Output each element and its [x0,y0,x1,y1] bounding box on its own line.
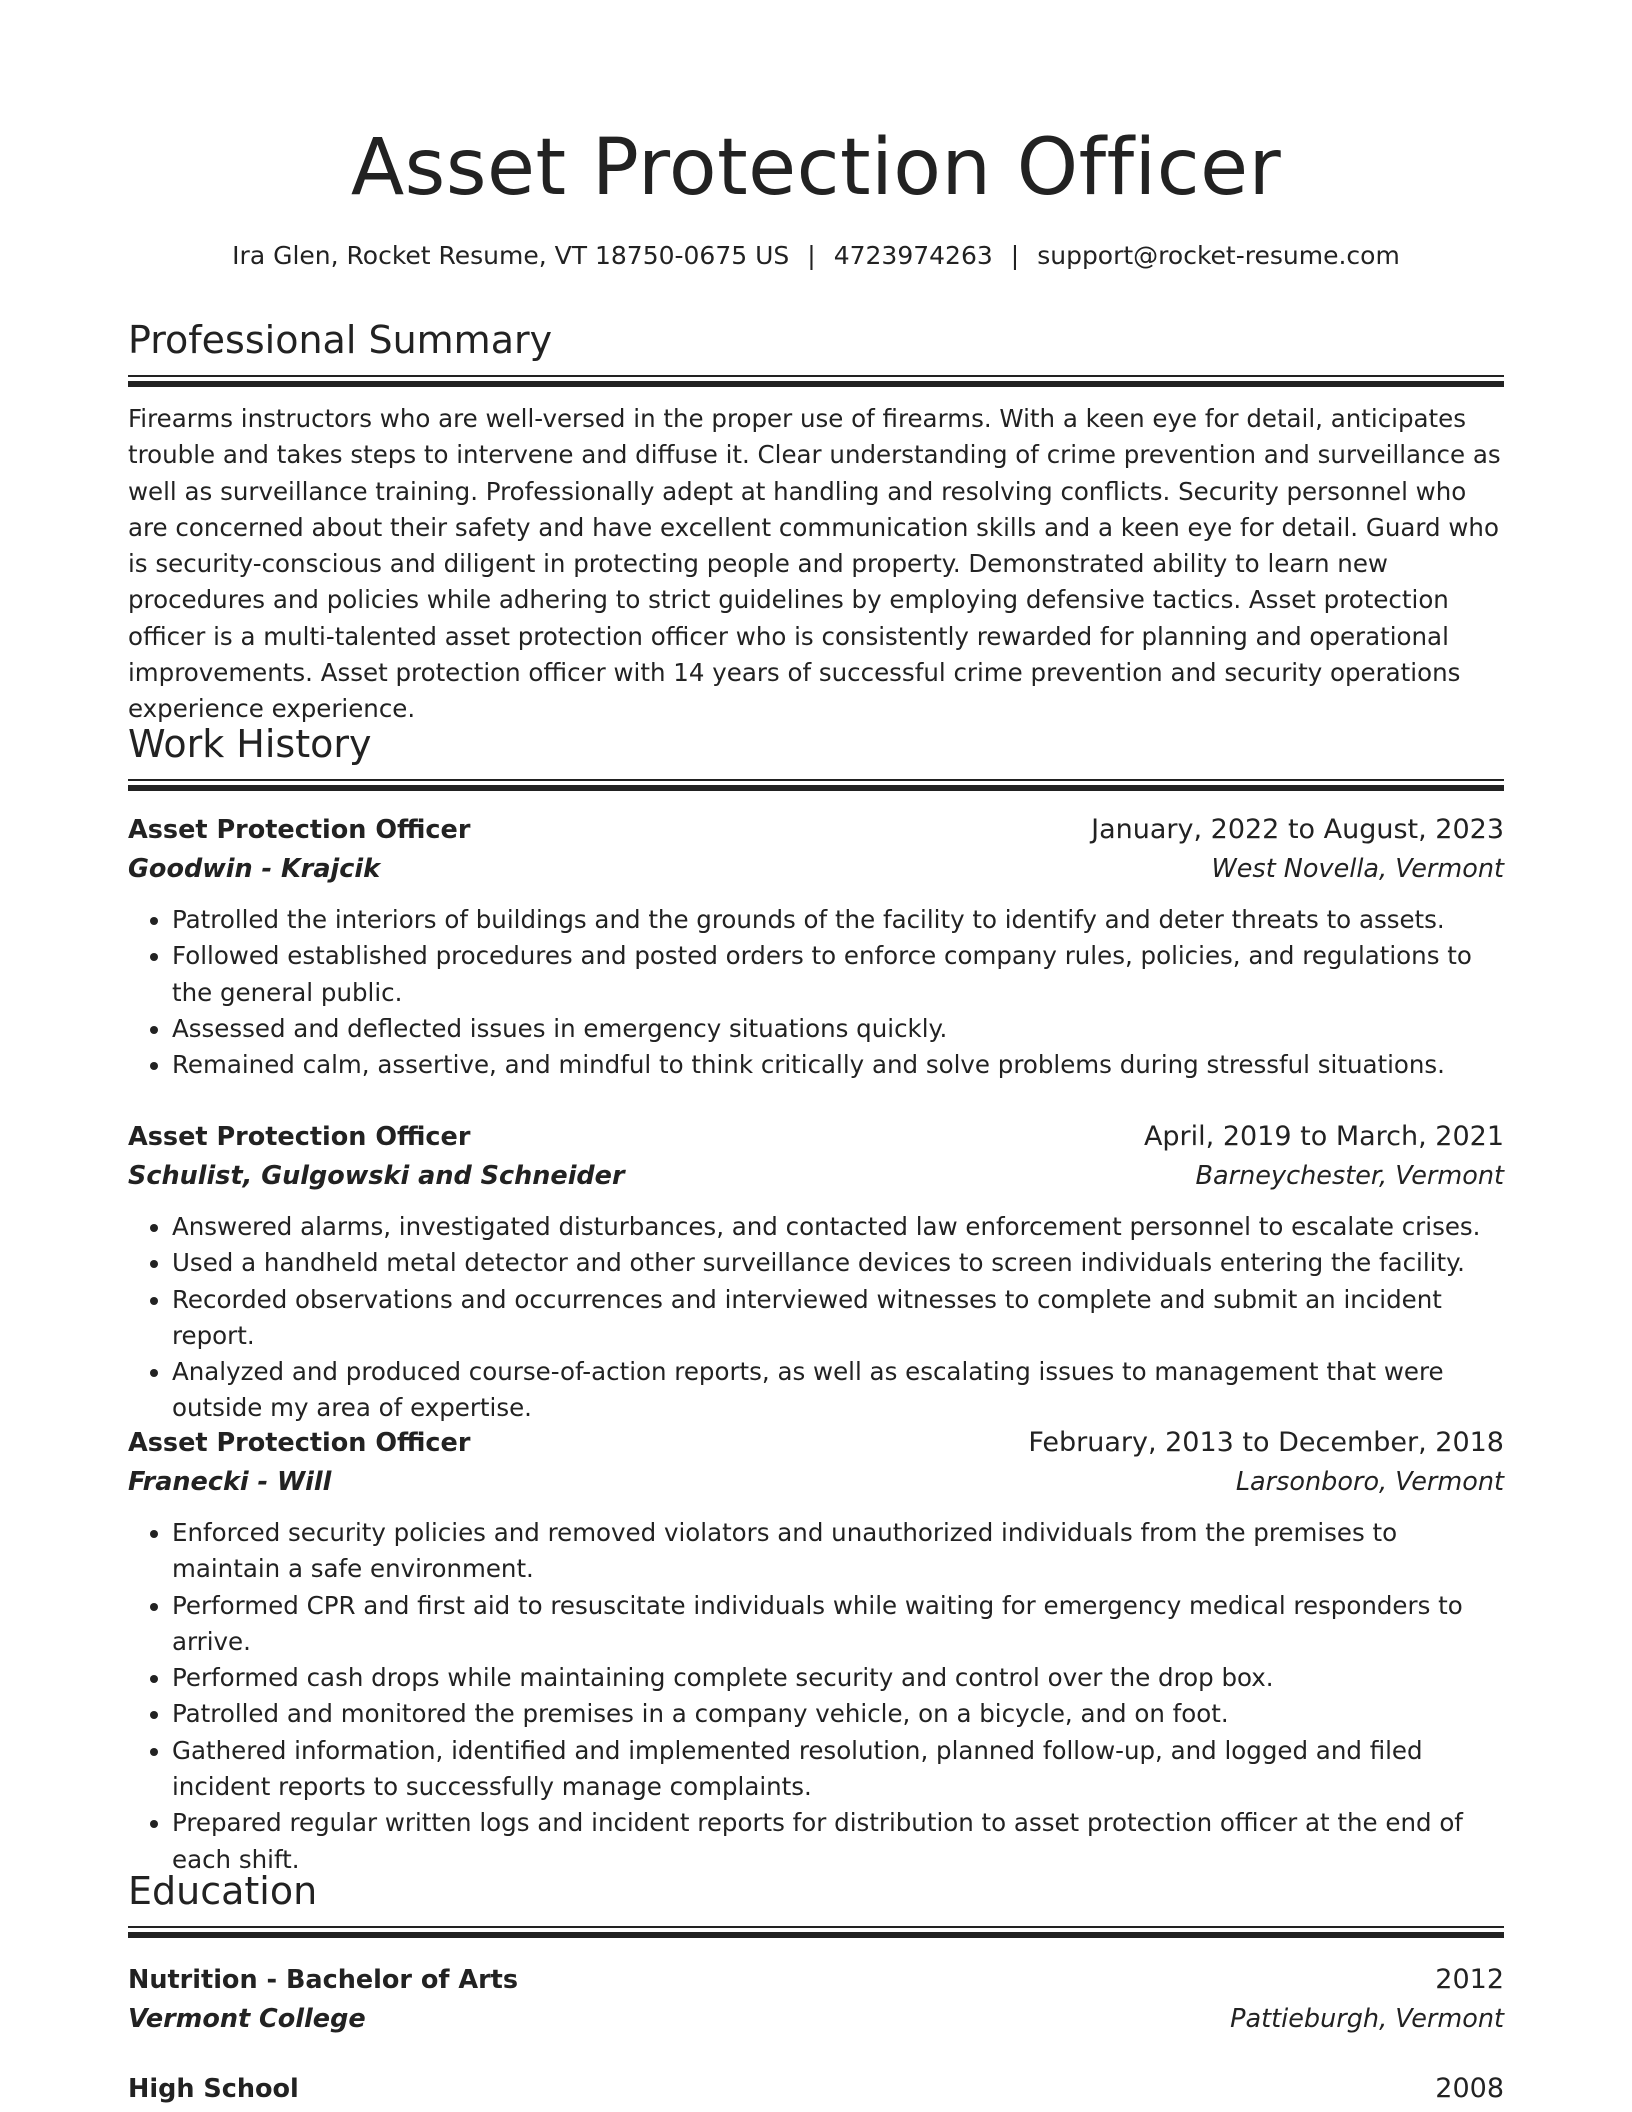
job-entry [128,1117,1504,1427]
education-entry [128,2069,1504,2109]
job-location: Larsonboro, Vermont [1235,1467,1504,1497]
school-name: Vermont College [128,2004,366,2034]
job-bullet: • Analyzed and produced course-of-action reports, as well as escalating issues to management that were outside my area of expertise. [172,1354,1504,1427]
job-location: Barneychester, Vermont [1195,1161,1504,1191]
job-bullet: • Recorded observations and occurrences and interviewed witnesses to complete and submit an incident report. [172,1282,1504,1355]
education-section [128,1866,1504,1937]
job-bullet: • Followed established procedures and posted orders to enforce company rules, policies, and regulations to the general public. [172,938,1504,1011]
education-entry [128,1960,1504,2038]
resume-title: Asset Protection Officer [350,123,1282,213]
graduation-year: 2008 [1435,2073,1504,2104]
contact-phone: 4723974263 [833,241,993,270]
section-divider [128,1926,1504,1937]
job-bullets [128,902,1504,1083]
job-dates: February, 2013 to December, 2018 [1028,1427,1504,1458]
summary-section [128,315,1504,728]
job-title: Asset Protection Officer [128,1122,471,1152]
work-history-heading: Work History [128,722,372,766]
job-bullet: • Patrolled the interiors of buildings and the grounds of the facility to identify and deter threats to assets. [172,902,1504,938]
job-bullet: • Enforced security policies and removed violators and unauthorized individuals from the premises to maintain a safe environment. [172,1515,1504,1588]
company-name: Franecki - Will [128,1467,332,1497]
contact-separator: | [807,241,816,270]
job-bullets [128,1209,1504,1427]
work-history-section [128,719,1504,790]
section-divider [128,375,1504,386]
contact-address: Ira Glen, Rocket Resume, VT 18750-0675 US [232,241,790,270]
job-bullet: • Assessed and deflected issues in emergency situations quickly. [172,1011,1504,1047]
education-heading: Education [128,1869,318,1913]
job-bullet: • Answered alarms, investigated disturbances, and contacted law enforcement personnel to escalate crises. [172,1209,1504,1245]
job-bullet: • Used a handheld metal detector and other surveillance devices to screen individuals entering the facility. [172,1245,1504,1281]
degree-name: Nutrition - Bachelor of Arts [128,1965,519,1995]
job-bullet: • Remained calm, assertive, and mindful to think critically and solve problems during stressful situations. [172,1047,1504,1083]
company-name: Schulist, Gulgowski and Schneider [128,1161,625,1191]
company-name: Goodwin - Krajcik [128,854,381,884]
job-entry [128,810,1504,1083]
job-bullets [128,1515,1504,1878]
summary-text: Firearms instructors who are well-versed in the proper use of firearms. With a keen eye for detail, anticipates trouble and takes steps to intervene and diffuse it. Clear understanding of crime prevention and surveillance as well as surveillance training. Professionally adept at handling and resolving conflicts. Security personnel who are concerned about their safety and have excellent communication skills and a keen eye for detail. Guard who is security-conscious and diligent in protecting people and property. Demonstrated ability to learn new procedures and policies while adhering to strict guidelines by employing defensive tactics. Asset protection officer is a multi-talented asset protection officer who is consistently rewarded for planning and operational improvements. Asset protection officer with 14 years of successful crime prevention and security operations experience experience. [128,404,1501,724]
contact-separator: | [1010,241,1020,270]
job-bullet: • Performed cash drops while maintaining complete security and control over the drop box. [172,1660,1504,1696]
job-bullet: • Performed CPR and first aid to resuscitate individuals while waiting for emergency medical responders to arrive. [172,1588,1504,1661]
school-location: Pattieburgh, Vermont [1230,2004,1504,2034]
job-bullet: • Patrolled and monitored the premises in a company vehicle, on a bicycle, and on foot. [172,1696,1504,1732]
degree-name: High School [128,2074,299,2104]
job-bullet: • Prepared regular written logs and incident reports for distribution to asset protection officer at the end of each shift. [172,1805,1504,1878]
section-divider [128,779,1504,790]
contact-email: support@rocket-resume.com [1037,241,1400,270]
job-bullet: • Gathered information, identified and implemented resolution, planned follow-up, and logged and filed incident reports to successfully manage complaints. [172,1733,1504,1806]
contact-line [128,238,1504,274]
summary-heading: Professional Summary [128,318,553,362]
job-title: Asset Protection Officer [128,1428,471,1458]
graduation-year: 2012 [1435,1964,1504,1995]
job-location: West Novella, Vermont [1211,854,1504,884]
job-entry [128,1423,1504,1878]
job-dates: January, 2022 to August, 2023 [1091,814,1504,845]
job-title: Asset Protection Officer [128,815,471,845]
job-dates: April, 2019 to March, 2021 [1143,1121,1504,1152]
